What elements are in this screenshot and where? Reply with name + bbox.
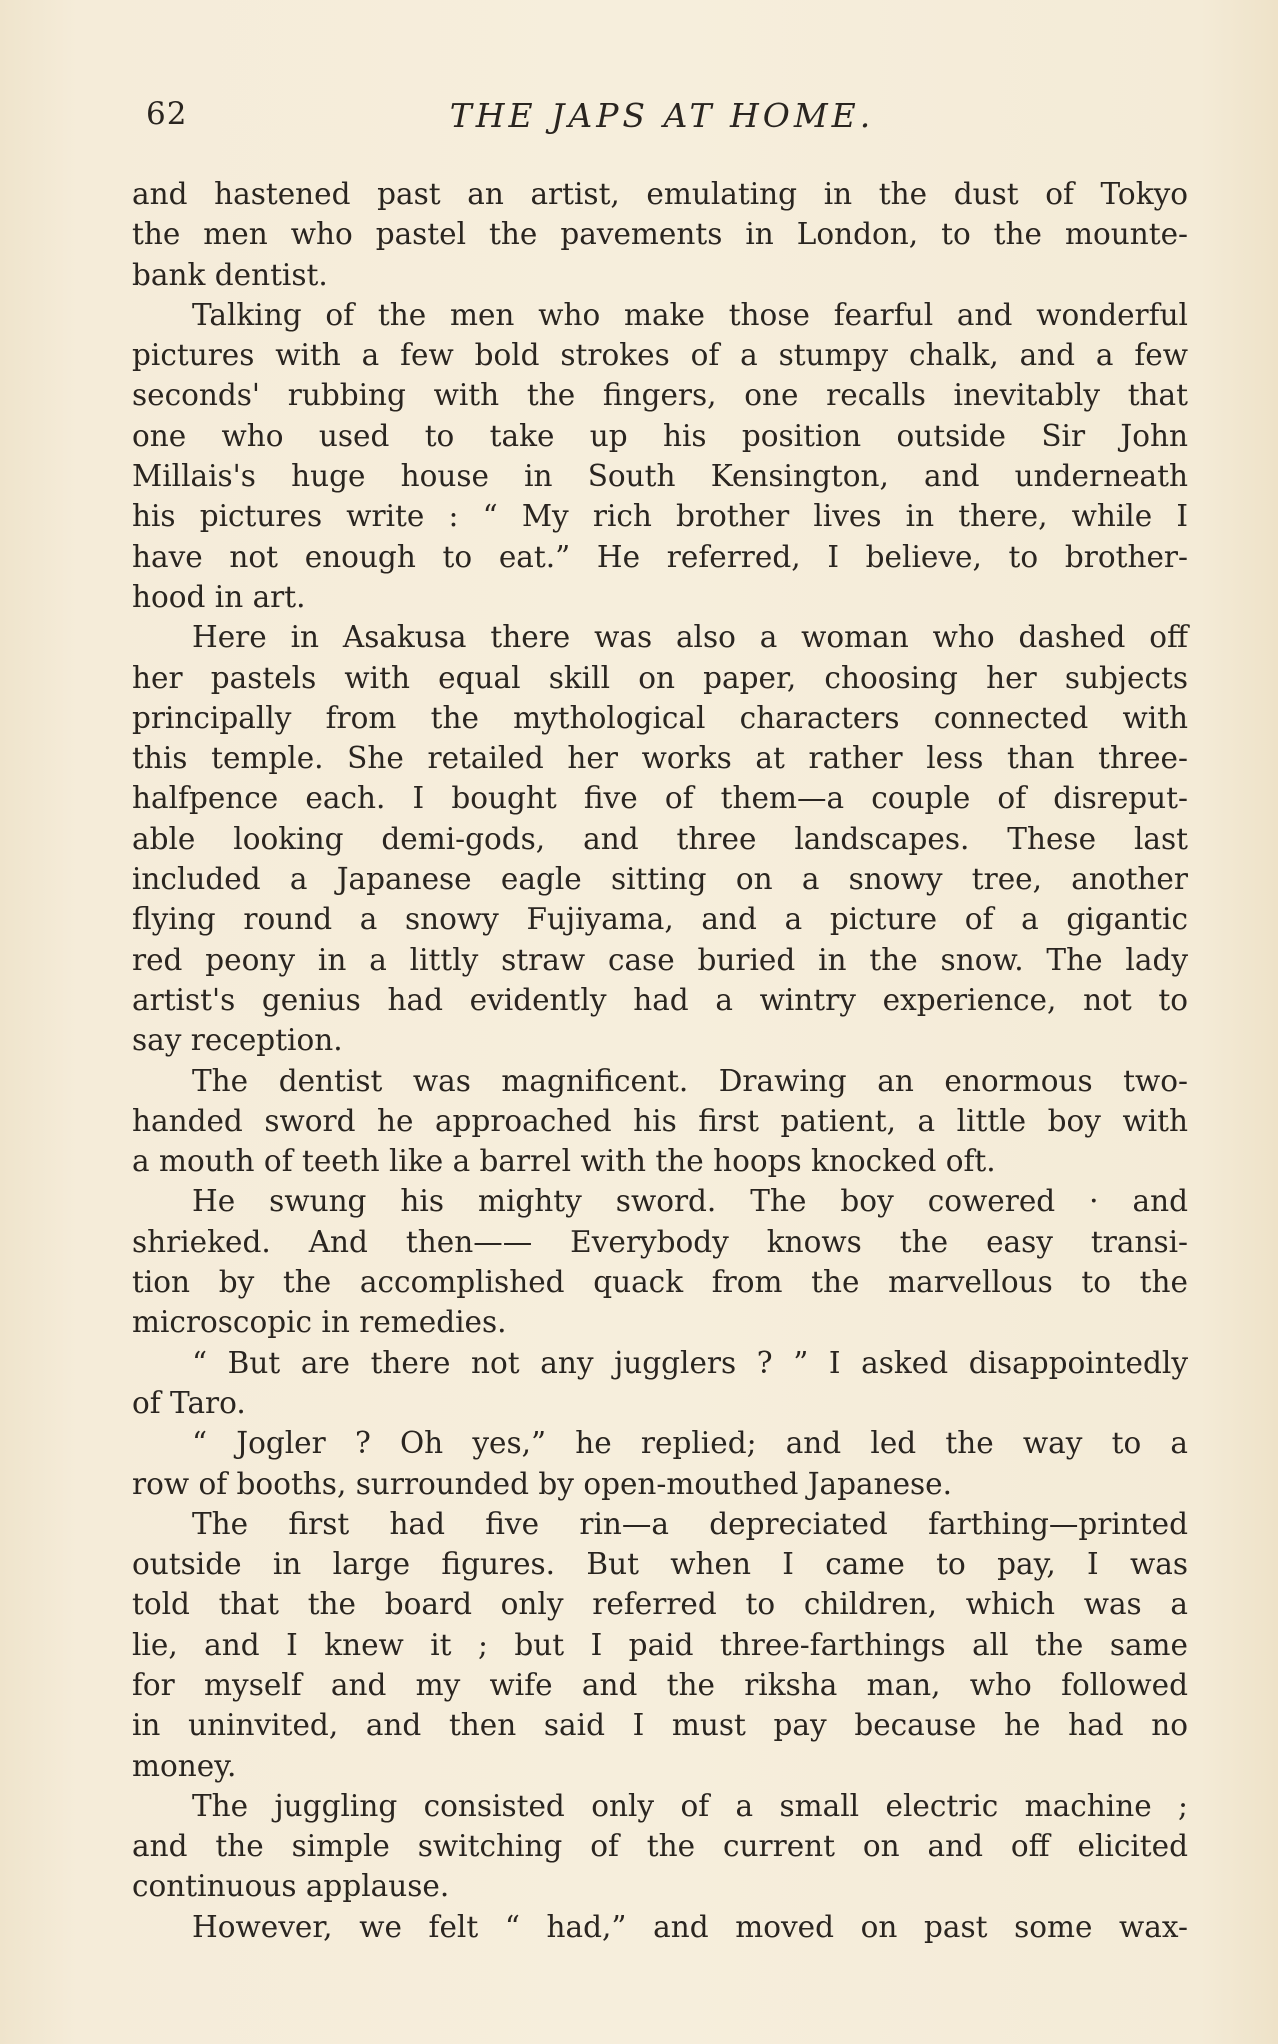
text-line: tion by the accomplished quack from the marvellous to the: [132, 1265, 1188, 1300]
text-line: He swung his mighty sword. The boy cowered · and: [192, 1184, 1188, 1219]
text-line: able looking demi-gods, and three landscapes. These last: [132, 821, 1188, 856]
text-line: for myself and my wife and the riksha man, who followed: [132, 1667, 1188, 1702]
text-line: continuous applause.: [132, 1869, 450, 1904]
text-line: the men who pastel the pavements in London, to the mounte-: [132, 217, 1188, 252]
text-line: The dentist was magnificent. Drawing an enormous two-: [192, 1063, 1188, 1098]
text-line: have not enough to eat.” He referred, I believe, to brother-: [132, 539, 1188, 574]
text-line: money.: [132, 1748, 237, 1783]
text-line: included a Japanese eagle sitting on a snowy tree, another: [132, 862, 1188, 897]
text-line: his pictures write : “ My rich brother lives in there, while I: [132, 499, 1188, 534]
text-line: handed sword he approached his first patient, a little boy with: [132, 1103, 1188, 1138]
text-line: bank dentist.: [132, 257, 328, 292]
text-line: seconds' rubbing with the fingers, one recalls inevitably that: [132, 378, 1188, 413]
text-line: shrieked. And then—— Everybody knows the easy transi-: [132, 1224, 1188, 1259]
text-line: lie, and I knew it ; but I paid three-farthings all the same: [132, 1627, 1188, 1662]
text-line: and hastened past an artist, emulating in the dust of Tokyo: [132, 177, 1188, 211]
text-line: say reception.: [132, 1023, 343, 1058]
text-line: red peony in a littly straw case buried in the snow. The lady: [132, 942, 1188, 977]
text-line: hood in art.: [132, 579, 306, 614]
page-number: 62: [146, 96, 188, 132]
text-line: her pastels with equal skill on paper, choosing her subjects: [132, 660, 1188, 695]
text-line: one who used to take up his position outside Sir John: [132, 418, 1188, 453]
text-line: this temple. She retailed her works at rather less than three-: [132, 741, 1188, 776]
text-line: and the simple switching of the current on and off elicited: [132, 1829, 1188, 1864]
text-line: “ Jogler ? Oh yes,” he replied; and led the way to a: [192, 1426, 1188, 1461]
text-line: of Taro.: [132, 1385, 246, 1420]
running-title: THE JAPS AT HOME.: [449, 96, 875, 135]
text-line: in uninvited, and then said I must pay because he had no: [132, 1708, 1188, 1743]
text-line: flying round a snowy Fujiyama, and a picture of a gigantic: [132, 902, 1188, 937]
text-line: outside in large figures. But when I came to pay, I was: [132, 1547, 1188, 1582]
text-line: “ But are there not any jugglers ? ” I asked disappointedly: [192, 1345, 1188, 1380]
text-line: a mouth of teeth like a barrel with the hoops knocked oft.: [132, 1144, 996, 1179]
text-line: told that the board only referred to children, which was a: [132, 1587, 1188, 1622]
body-text: [132, 174, 1188, 1947]
text-line: However, we felt “ had,” and moved on past some wax-: [192, 1909, 1188, 1944]
text-line: Talking of the men who make those fearful and wonderful: [192, 297, 1188, 332]
text-line: Millais's huge house in South Kensington, and underneath: [132, 459, 1188, 494]
text-line: pictures with a few bold strokes of a stumpy chalk, and a few: [132, 338, 1188, 373]
text-line: principally from the mythological characters connected with: [132, 700, 1188, 735]
text-line: The first had five rin—a depreciated farthing—printed: [192, 1506, 1188, 1541]
text-line: halfpence each. I bought five of them—a couple of disreput-: [132, 781, 1188, 816]
text-line: artist's genius had evidently had a wintry experience, not to: [132, 982, 1188, 1017]
text-line: Here in Asakusa there was also a woman who dashed off: [192, 620, 1188, 655]
text-line: The juggling consisted only of a small electric machine ;: [192, 1788, 1188, 1823]
text-line: row of booths, surrounded by open-mouthed Japanese.: [132, 1466, 953, 1501]
text-line: microscopic in remedies.: [132, 1305, 507, 1340]
running-head: [132, 96, 1192, 142]
